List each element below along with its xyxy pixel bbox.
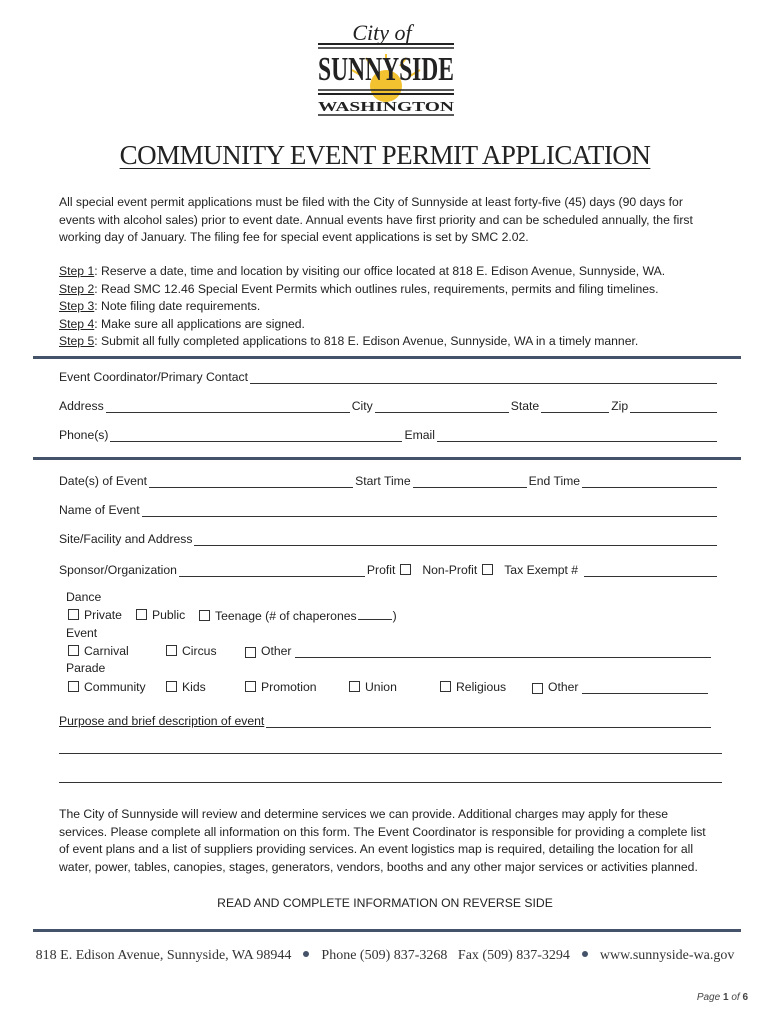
phone-label: Phone(s): [59, 428, 109, 442]
page-label: Page: [696, 992, 721, 1003]
address-label: Address: [59, 399, 104, 413]
step-label: Step 2: [59, 281, 95, 296]
religious-option[interactable]: [440, 680, 506, 694]
purpose-line-3[interactable]: [59, 782, 722, 783]
event-heading: Event: [66, 626, 98, 640]
teenage-label: Teenage (# of chaperones: [215, 609, 357, 623]
state-label: State: [510, 399, 540, 413]
teenage-close: ): [392, 609, 397, 623]
profit-label: Profit: [366, 563, 396, 577]
chaperones-field[interactable]: [358, 608, 392, 620]
kids-checkbox[interactable]: [166, 681, 177, 692]
carnival-label: Carnival: [84, 644, 129, 658]
purpose-field[interactable]: [266, 714, 711, 728]
step-item: [59, 298, 719, 316]
kids-option[interactable]: [166, 680, 206, 694]
page-title: COMMUNITY EVENT PERMIT APPLICATION: [119, 140, 651, 170]
coordinator-field[interactable]: [250, 370, 717, 384]
union-checkbox[interactable]: [349, 681, 360, 692]
dates-label: Date(s) of Event: [59, 474, 148, 488]
parade-heading: Parade: [66, 661, 106, 675]
step-item: [59, 263, 719, 281]
coordinator-row: [59, 370, 719, 384]
footer: [0, 948, 770, 964]
step-item: [59, 281, 719, 299]
footer-phone: Phone (509) 837-3268: [321, 948, 448, 963]
private-option[interactable]: [68, 608, 122, 622]
public-option[interactable]: [136, 608, 185, 622]
other2-label: Other: [548, 680, 579, 694]
step-text: : Make sure all applications are signed.: [94, 316, 305, 331]
start-label: Start Time: [355, 474, 411, 488]
teenage-option[interactable]: [199, 608, 397, 623]
community-option[interactable]: [68, 680, 146, 694]
step-item: [59, 316, 719, 334]
bullet-icon: [582, 951, 588, 957]
carnival-option[interactable]: [68, 644, 129, 658]
intro-paragraph: All special event permit applications must be filed with the City of Sunnyside at least forty-five (45) days (90 days for events with alcohol sales) prior to event date. Annual events have first priority and can be scheduled annually, the first working day of January. The filing fee for special event applications is set by SMC 2.02.: [59, 195, 693, 244]
event-name-row: [59, 503, 719, 517]
footer-divider: [33, 929, 741, 932]
coordinator-label: Event Coordinator/Primary Contact: [59, 370, 248, 384]
promotion-checkbox[interactable]: [245, 681, 256, 692]
address-row: [59, 399, 719, 413]
page-of: of: [731, 992, 740, 1003]
purpose-row: [59, 714, 713, 728]
private-label: Private: [84, 608, 122, 622]
phone-field[interactable]: [110, 428, 402, 442]
sponsor-row: [59, 563, 719, 577]
teenage-checkbox[interactable]: [199, 610, 210, 621]
other-option[interactable]: [245, 644, 711, 658]
community-label: Community: [84, 680, 146, 694]
step-text: : Note filing date requirements.: [94, 299, 261, 313]
carnival-checkbox[interactable]: [68, 645, 79, 656]
other-field[interactable]: [295, 645, 711, 658]
end-time-field[interactable]: [582, 474, 717, 488]
footer-address: 818 E. Edison Avenue, Sunnyside, WA 98944: [35, 948, 292, 963]
union-option[interactable]: [349, 680, 397, 694]
logo-washington: WASHINGTON: [318, 100, 454, 115]
steps-list: [59, 263, 719, 351]
zip-label: Zip: [611, 399, 629, 413]
religious-label: Religious: [456, 680, 507, 694]
nonprofit-checkbox[interactable]: [482, 564, 493, 575]
start-time-field[interactable]: [413, 474, 527, 488]
address-field[interactable]: [106, 399, 350, 413]
site-label: Site/Facility and Address: [59, 532, 193, 546]
circus-option[interactable]: [166, 644, 217, 658]
circus-label: Circus: [182, 644, 217, 658]
city-field[interactable]: [375, 399, 509, 413]
step-text: : Submit all fully completed applications to 818 E. Edison Avenue, Sunnyside, WA in a timely manner.: [94, 334, 639, 348]
event-dates-row: [59, 474, 719, 488]
tax-exempt-label: Tax Exempt #: [504, 563, 579, 577]
other2-field[interactable]: [582, 681, 708, 694]
step-label: Step 1: [59, 264, 95, 278]
section-divider: [33, 356, 741, 359]
page-current: 1: [722, 992, 729, 1003]
other2-checkbox[interactable]: [532, 683, 543, 694]
nonprofit-label: Non-Profit: [422, 563, 478, 577]
public-label: Public: [152, 608, 186, 622]
promotion-option[interactable]: [245, 680, 317, 694]
community-checkbox[interactable]: [68, 681, 79, 692]
step-label: Step 4: [59, 316, 95, 331]
event-name-label: Name of Event: [59, 503, 140, 517]
purpose-label: Purpose and brief description of event: [59, 714, 265, 728]
step-label: Step 3: [59, 299, 95, 313]
logo-city-of: City of: [352, 20, 412, 45]
footer-website[interactable]: www.sunnyside-wa.gov: [599, 948, 735, 963]
city-label: City: [351, 399, 373, 413]
dance-heading: Dance: [66, 590, 102, 604]
other2-option[interactable]: [532, 680, 708, 694]
sponsor-field[interactable]: [179, 563, 365, 577]
logo-sunnyside: SUNNYSIDE: [318, 51, 454, 88]
site-field[interactable]: [194, 532, 717, 546]
union-label: Union: [365, 680, 397, 694]
zip-field[interactable]: [630, 399, 717, 413]
section-divider: [33, 457, 741, 460]
reverse-side-notice: READ AND COMPLETE INFORMATION ON REVERSE SIDE: [217, 896, 553, 910]
closing-paragraph: The City of Sunnyside will review and determine services we can provide. Additional charges may apply for these services. Please complete all information on this form. The Event Coordinator is responsible for providing a complete list of event plans and a list of suppliers providing services. An event logistics map is required, detailing the location for all water, power, tables, canopies, stages, generators, vendors, booths and any other major services or activities planned.: [59, 807, 706, 874]
bullet-icon: [303, 951, 309, 957]
city-logo: [310, 18, 462, 118]
email-field[interactable]: [437, 428, 717, 442]
dates-field[interactable]: [149, 474, 353, 488]
page-total: 6: [742, 992, 748, 1003]
circus-checkbox[interactable]: [166, 645, 177, 656]
state-field[interactable]: [541, 399, 609, 413]
end-label: End Time: [528, 474, 581, 488]
footer-fax: Fax (509) 837-3294: [457, 948, 570, 963]
step-item: [59, 333, 719, 351]
site-row: [59, 532, 719, 546]
event-name-field[interactable]: [142, 503, 717, 517]
kids-label: Kids: [182, 680, 206, 694]
page-number: [697, 992, 748, 1003]
step-text: : Reserve a date, time and location by visiting our office located at 818 E. Edison Avenue, Sunnyside, WA.: [94, 264, 666, 278]
sponsor-label: Sponsor/Organization: [59, 563, 177, 577]
promotion-label: Promotion: [261, 680, 317, 694]
public-checkbox[interactable]: [136, 609, 147, 620]
phone-row: [59, 428, 719, 442]
private-checkbox[interactable]: [68, 609, 79, 620]
tax-exempt-field[interactable]: [584, 563, 717, 577]
profit-checkbox[interactable]: [400, 564, 411, 575]
purpose-line-2[interactable]: [59, 753, 722, 754]
step-label: Step 5: [59, 334, 95, 348]
other-checkbox[interactable]: [245, 647, 256, 658]
step-text: : Read SMC 12.46 Special Event Permits which outlines rules, requirements, permits and filing timelines.: [94, 281, 659, 296]
email-label: Email: [404, 428, 435, 442]
religious-checkbox[interactable]: [440, 681, 451, 692]
other-label: Other: [261, 644, 292, 658]
